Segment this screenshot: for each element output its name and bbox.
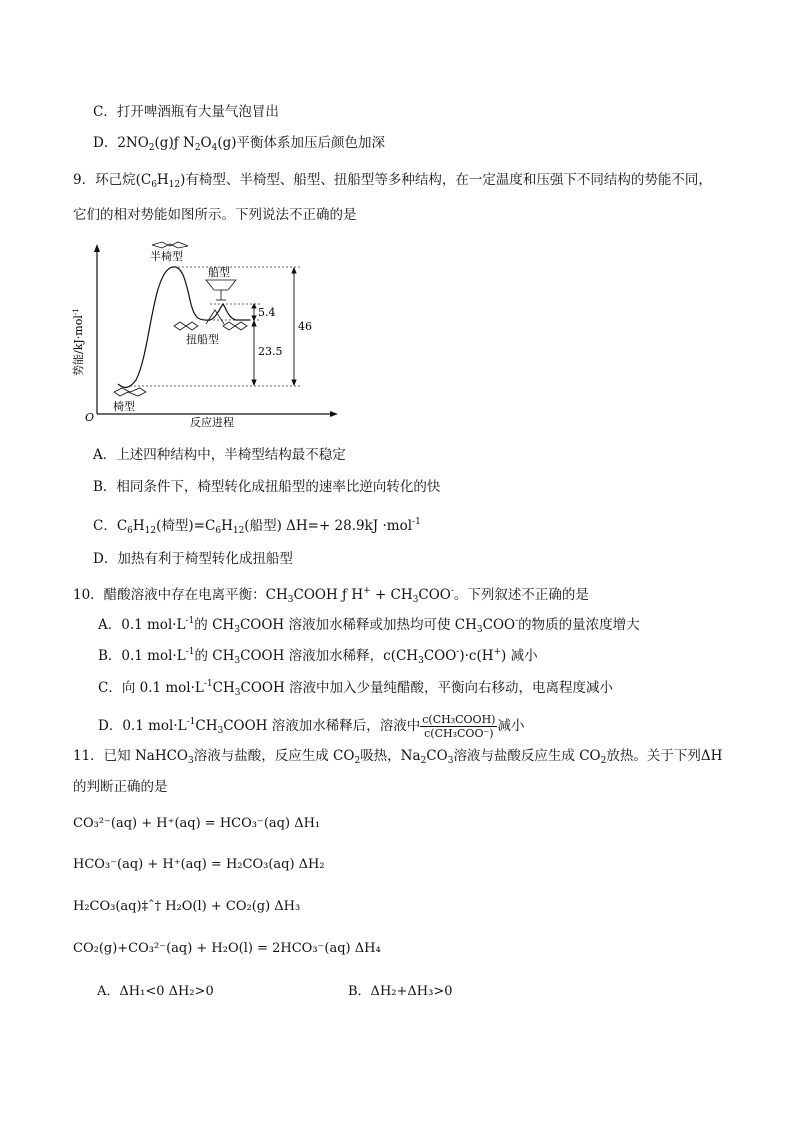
half-chair-structure-icon [152,242,188,248]
q9-option-b: B．相同条件下，椅型转化成扭船型的速率比逆向转化的快 [93,479,441,495]
q9-option-a: A．上述四种结构中，半椅型结构最不稳定 [93,447,346,463]
svg-text:势能/kJ·mol-1: 势能/kJ·mol$^{-1}$ [72,308,85,376]
q10-option-c: C．向 0.1 $mol\cdot L^{-1}CH_3COOH$ 溶液中加入少量纯醋酸，平衡向右移动，电离程度减小 [98,679,614,698]
concentration-ratio-fraction: $\frac{\text{c(CH₃COOH)}}{\text{c(CH₃COO⁻)}}$ [422,713,496,740]
q11-option-a: A．ΔH₁<0 ΔH₂>0 [97,984,214,999]
arrow-46 [292,268,296,385]
chair-label: 椅型 [113,400,135,413]
q10-stem: 10．醋酸溶液中存在电离平衡：$CH_3COOH$ ƒ $H^+ + CH_3COO^-$。下列叙述不正确的是 [73,586,589,605]
q9-stem-line2: 它们的相对势能如图所示。下列说法不正确的是 [73,207,357,223]
q11-equation-2: HCO₃⁻(aq) + H⁺(aq) = H₂CO₃(aq) ΔH₂ [73,857,325,872]
q11-stem-line1: 11．已知 NaHCO$_3$溶液与盐酸，反应生成 $CO_2$吸热，$Na_2CO_3$溶液与盐酸反应生成 $CO_2$放热。关于下列ΔH [73,748,723,766]
q11-equation-3: H₂CO₃(aq)‡ˆ† H₂O(l) + CO₂(g) ΔH₃ [73,899,301,914]
q11-equation-4: CO₂(g)+CO₃²⁻(aq) + H₂O(l) = 2HCO₃⁻(aq) ΔH₄ [73,941,381,956]
arrow-5-4 [252,304,256,320]
q10-option-d: D．0.1 $mol\cdot L^{-1}CH_3COOH$ 溶液加水稀释后，溶液中 $\frac{\text{c(CH₃COOH)}}{\text{c(CH₃COO⁻)}}$ 减小 [98,713,525,740]
q11-equation-1: CO₃²⁻(aq) + H⁺(aq) = HCO₃⁻(aq) ΔH₁ [73,816,321,831]
origin-label: O [85,411,95,424]
value-46: 46 [298,320,312,333]
q11-option-b: B．ΔH₂+ΔH₃>0 [348,984,453,999]
boat-label: 船型 [208,266,230,279]
half-chair-label: 半椅型 [150,250,183,263]
x-axis-label: 反应进程 [190,416,234,429]
q8-option-c: C．打开啤酒瓶有大量气泡冒出 [93,104,279,120]
value-23-5: 23.5 [258,345,283,358]
chair-structure-icon [114,388,146,396]
q8-option-d: D．$2NO_2(g)ƒ$ $N_2O_4(g)$平衡体系加压后颜色加深 [93,135,386,153]
q9-option-d: D．加热有利于椅型转化成扭船型 [93,551,293,567]
boat-structure-icon [206,280,236,300]
value-5-4: 5.4 [258,306,276,319]
arrow-23-5 [252,321,256,385]
q10-option-b: B．0.1 $mol\cdot L^{-1}$的 $CH_3COOH$ 溶液加水稀释，$c(CH_3COO^-)\cdot c(H^+)$ 减小 [98,647,538,666]
twist-boat-label: 扭船型 [186,333,219,346]
q10-option-a: A．0.1 $mol\cdot L^{-1}$的 $CH_3COOH$ 溶液加水稀释或加热均可使 $CH_3COO^-$的物质的量浓度增大 [98,616,640,635]
potential-energy-diagram [70,238,350,433]
q11-stem-line2: 的判断正确的是 [73,779,168,795]
q9-option-c: C．$C_6H_{12}$(椅型)$=C_6H_{12}$(船型) ΔH=+ 28.9kJ ·mol$^{-1}$ [93,517,421,536]
q9-stem-line1: 9．环己烷$(C_6H_{12})$有椅型、半椅型、船型、扭船型等多种结构，在一定温度和压强下不同结构的势能不同， [73,172,712,190]
y-axis-label [71,308,85,376]
